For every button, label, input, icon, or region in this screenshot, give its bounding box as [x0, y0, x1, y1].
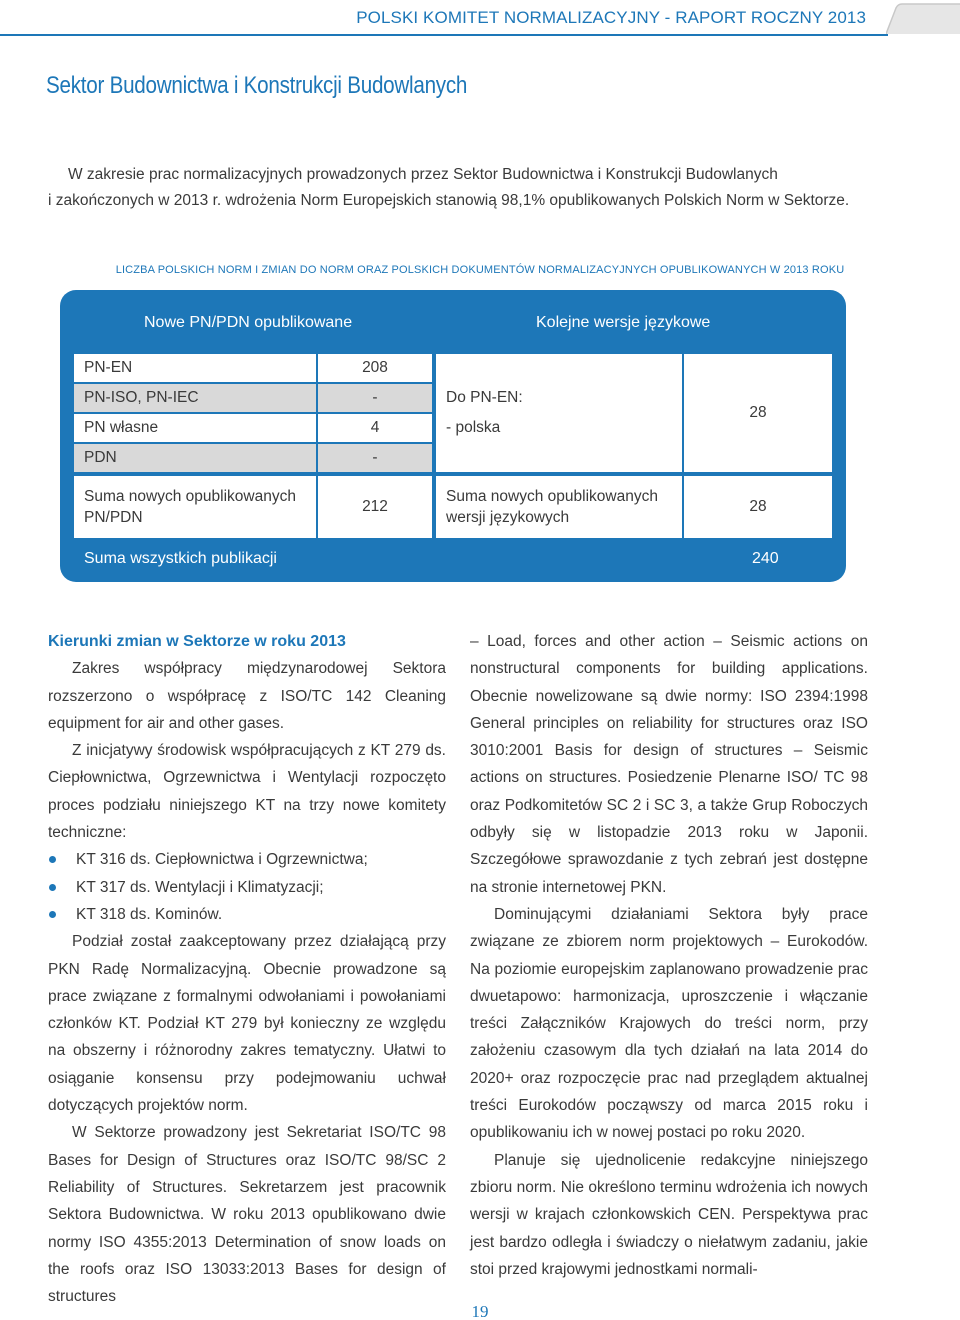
publications-table: [60, 290, 846, 582]
row-value: -: [318, 444, 432, 472]
sum-new-label-line: PN/PDN: [84, 509, 143, 526]
sum-new-label: [74, 476, 316, 538]
list-item: KT 316 ds. Ciepłownictwa i Ogrzewnictwa;: [48, 846, 446, 873]
committee-list: [48, 846, 446, 928]
header-corner-tab: [886, 2, 960, 34]
sum-new-value: 212: [318, 476, 432, 538]
language-versions-value: 28: [684, 354, 832, 472]
column-header-language: Kolejne wersje językowe: [536, 314, 711, 331]
row-value: 4: [318, 414, 432, 442]
paragraph: – Load, forces and other action – Seismic actions on nonstructural components for building applications. Obecnie nowelizowane są dwie normy: ISO 2394:1998 General principles on reliability for structures oraz ISO 3010:2001 Basis for design of structures – Seismic actions on structures. Posiedzenie Plenarne ISO/ TC 98 oraz Podkomitetów SC 2 i SC 3, a także Grup Roboczych odbyły się w listopadzie 2013 roku w Japonii. Szczegółowe sprawozdanie z tych zebrań jest dostępne na stronie internetowej PKN.: [470, 633, 868, 896]
language-label-line: - polska: [446, 419, 501, 436]
total-label: Suma wszystkich publikacji: [84, 550, 277, 567]
subheading: Kierunki zmian w Sektorze w roku 2013: [48, 633, 346, 650]
language-label-line: Do PN-EN:: [446, 389, 523, 406]
row-value: -: [318, 384, 432, 412]
paragraph: Z inicjatywy środowisk współpracujących z KT 279 ds. Ciepłownictwa, Ogrzewnictwa i Wentylacji rozpoczęto proces podziału niniejszego KT na trzy nowe komitety techniczne:: [48, 742, 446, 842]
intro-paragraph: [48, 162, 928, 214]
paragraph: Dominującymi działaniami Sektora były prace związane ze zbiorem norm projektowych – Eurokodów. Na poziomie europejskim zaplanowano prowadzenie prac dwuetapowo: harmonizacja, uproszczenie i włączanie treści Załączników Krajowych do treści norm, przy założeniu czasowym dla tych działań na lata 2014 do 2020+ oraz rozpoczęcie prac nad przeglądem aktualnej treści Eurokodów począwszy od marca 2015 roku i opublikowaniu ich w nowej postaci po roku 2020.: [470, 905, 868, 1142]
page-header: [0, 0, 960, 36]
table-heading: LICZBA POLSKICH NORM I ZMIAN DO NORM ORAZ POLSKICH DOKUMENTÓW NORMALIZACYJNYCH OPUBLIKOWANYCH W 2013 ROKU: [115, 264, 845, 276]
header-rule: [0, 34, 888, 36]
paragraph: W Sektorze prowadzony jest Sekretariat ISO/TC 98 Bases for Design of Structures oraz ISO/TC 98/SC 2 Reliability of Structures. Sekretarzem jest pracownik Sektora Budownictwa. W roku 2013 opublikowano dwie normy ISO 4355:2013 Determination of snow loads on the roofs oraz ISO 13033:2013 Bases for design of structures: [48, 1124, 446, 1306]
list-item: KT 317 ds. Wentylacji i Klimatyzacji;: [48, 874, 446, 901]
sum-language-label-line: Suma nowych opublikowanych: [446, 488, 658, 505]
header-title: POLSKI KOMITET NORMALIZACYJNY - RAPORT ROCZNY 2013: [356, 8, 866, 27]
sum-language-label-line: wersji językowych: [446, 509, 570, 526]
sum-language-value: 28: [684, 476, 832, 538]
row-label: PN-ISO, PN-IEC: [74, 384, 316, 412]
total-value: 240: [752, 550, 779, 567]
column-header-new: Nowe PN/PDN opublikowane: [144, 314, 353, 331]
row-label: PN własne: [74, 414, 316, 442]
intro-line: [48, 162, 928, 188]
row-label: PN-EN: [74, 354, 316, 382]
list-item: KT 318 ds. Kominów.: [48, 901, 446, 928]
page-number: 19: [471, 1302, 489, 1320]
paragraph: Planuje się ujednolicenie redakcyjne niniejszego zbioru norm. Nie określono terminu wdrożenia ich nowych wersji w krajach członkowskich CEN. Perspektywa prac jest bardzo odległa i świadczy o niełatwym zadaniu, jakie stoi przed krajowymi jednostkami normali-: [470, 1151, 868, 1278]
intro-line-text: W zakresie prac normalizacyjnych prowadzonych przez Sektor Budownictwa i Konstrukcji Budowlanych: [68, 166, 778, 183]
language-versions-label: [436, 354, 682, 472]
sum-language-label: [436, 476, 682, 538]
row-label: PDN: [74, 444, 316, 472]
total-row: [60, 542, 846, 578]
paragraph: Podział został zaakceptowany przez działającą przy PKN Radę Normalizacyjną. Obecnie prowadzone są prace związane z formalnymi odwołaniami i powołaniami członków KT. Podział KT 279 był konieczny ze względu na obszerny i różnorodny zakres tematyczny. Ułatwi to osiąganie konsensu przy podejmowaniu uchwał dotyczących projektów norm.: [48, 933, 446, 1115]
left-column: [48, 628, 446, 1310]
row-value: 208: [318, 354, 432, 382]
section-title: Sektor Budownictwa i Konstrukcji Budowlanych: [46, 72, 468, 99]
intro-line: i zakończonych w 2013 r. wdrożenia Norm Europejskich stanowią 98,1% opublikowanych Polskich Norm w Sektorze.: [48, 192, 850, 209]
sum-new-label-line: Suma nowych opublikowanych: [84, 488, 296, 505]
paragraph: Zakres współpracy międzynarodowej Sektora rozszerzono o współpracę z ISO/TC 142 Cleaning equipment for air and other gases.: [48, 660, 446, 732]
right-column: [470, 628, 868, 1283]
